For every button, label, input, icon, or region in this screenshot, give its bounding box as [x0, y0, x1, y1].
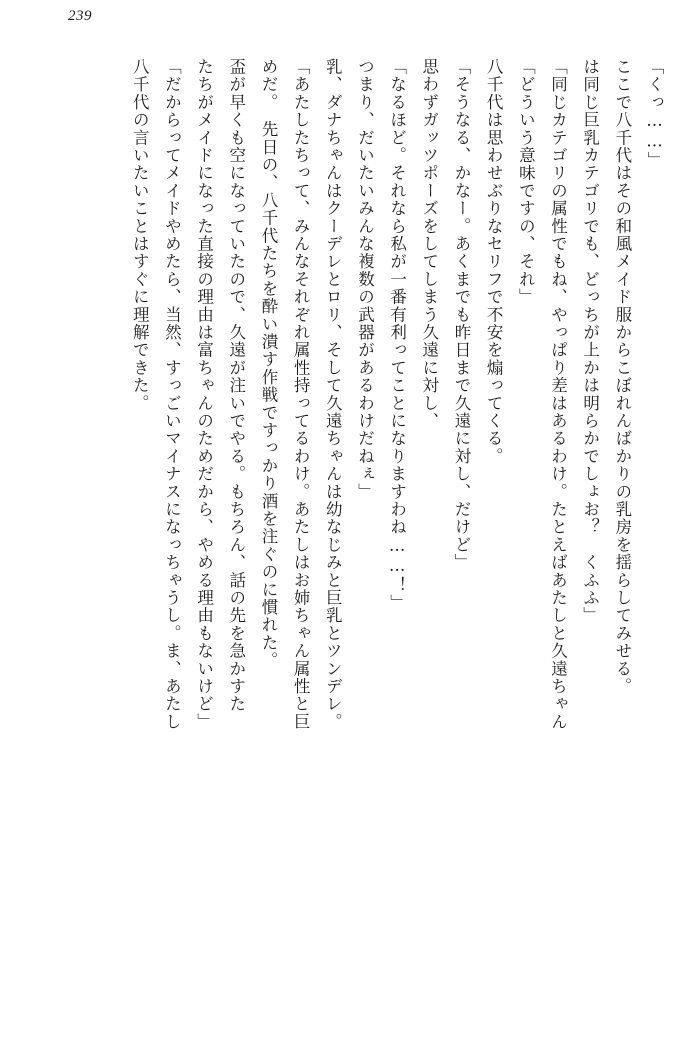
- paragraph: 「どういう意味ですの、それ」: [516, 58, 536, 306]
- paragraph: 「同じカテゴリの属性でもね、やっぱり差はあるわけ。たとえばあたしと久遠ちゃん: [548, 58, 568, 731]
- paragraph: 八千代は思わせぶりなセリフで不安を煽ってくる。: [484, 58, 504, 466]
- paragraph: 「なるほど。それなら私が一番有利ってことになりますわね……！」: [387, 58, 407, 612]
- paragraph: は同じ巨乳カテゴリでも、どっちが上かは明らかでしょお？ くふふ」: [580, 58, 600, 625]
- paragraph: 乳、ダナちゃんはクーデレとロリ、そして久遠ちゃんは幼なじみと巨乳とツンデレ。: [323, 58, 343, 731]
- paragraph: 「だからってメイドやめたら、当然、すっごいマイナスになっちゃうし。ま、あたし: [162, 58, 182, 731]
- page-number: 239: [68, 8, 92, 24]
- paragraph: めだ。 先日の、八千代たちを酔い潰す作戦ですっかり酒を注ぐのに慣れた。: [258, 58, 278, 670]
- paragraph: 八千代の言いたいことはすぐに理解できた。: [130, 58, 150, 412]
- paragraph: つまり、だいたいみんな複数の武器があるわけだねぇ」: [355, 58, 375, 501]
- paragraph: たちがメイドになった直接の理由は富ちゃんのためだから、やめる理由もないけど」: [194, 58, 214, 731]
- paragraph: 盃が早くも空になっていたので、久遠が注いでやる。もちろん、話の先を急かすた: [226, 58, 246, 713]
- paragraph: 「あたしたちって、みんなそれぞれ属性持ってるわけ。あたしはお姉ちゃん属性と巨: [291, 58, 311, 731]
- vertical-text-body: [30, 58, 670, 1018]
- paragraph: 思わずガッツポーズをしてしまう久遠に対し、: [419, 58, 439, 430]
- paragraph: 「そうなる、かなー。あくまでも昨日まで久遠に対し、だけど」: [451, 58, 471, 572]
- paragraph: ここで八千代はその和風メイド服からこぼれんばかりの乳房を揺らしてみせる。: [612, 58, 632, 696]
- paragraph: 「くっ……」: [645, 58, 664, 170]
